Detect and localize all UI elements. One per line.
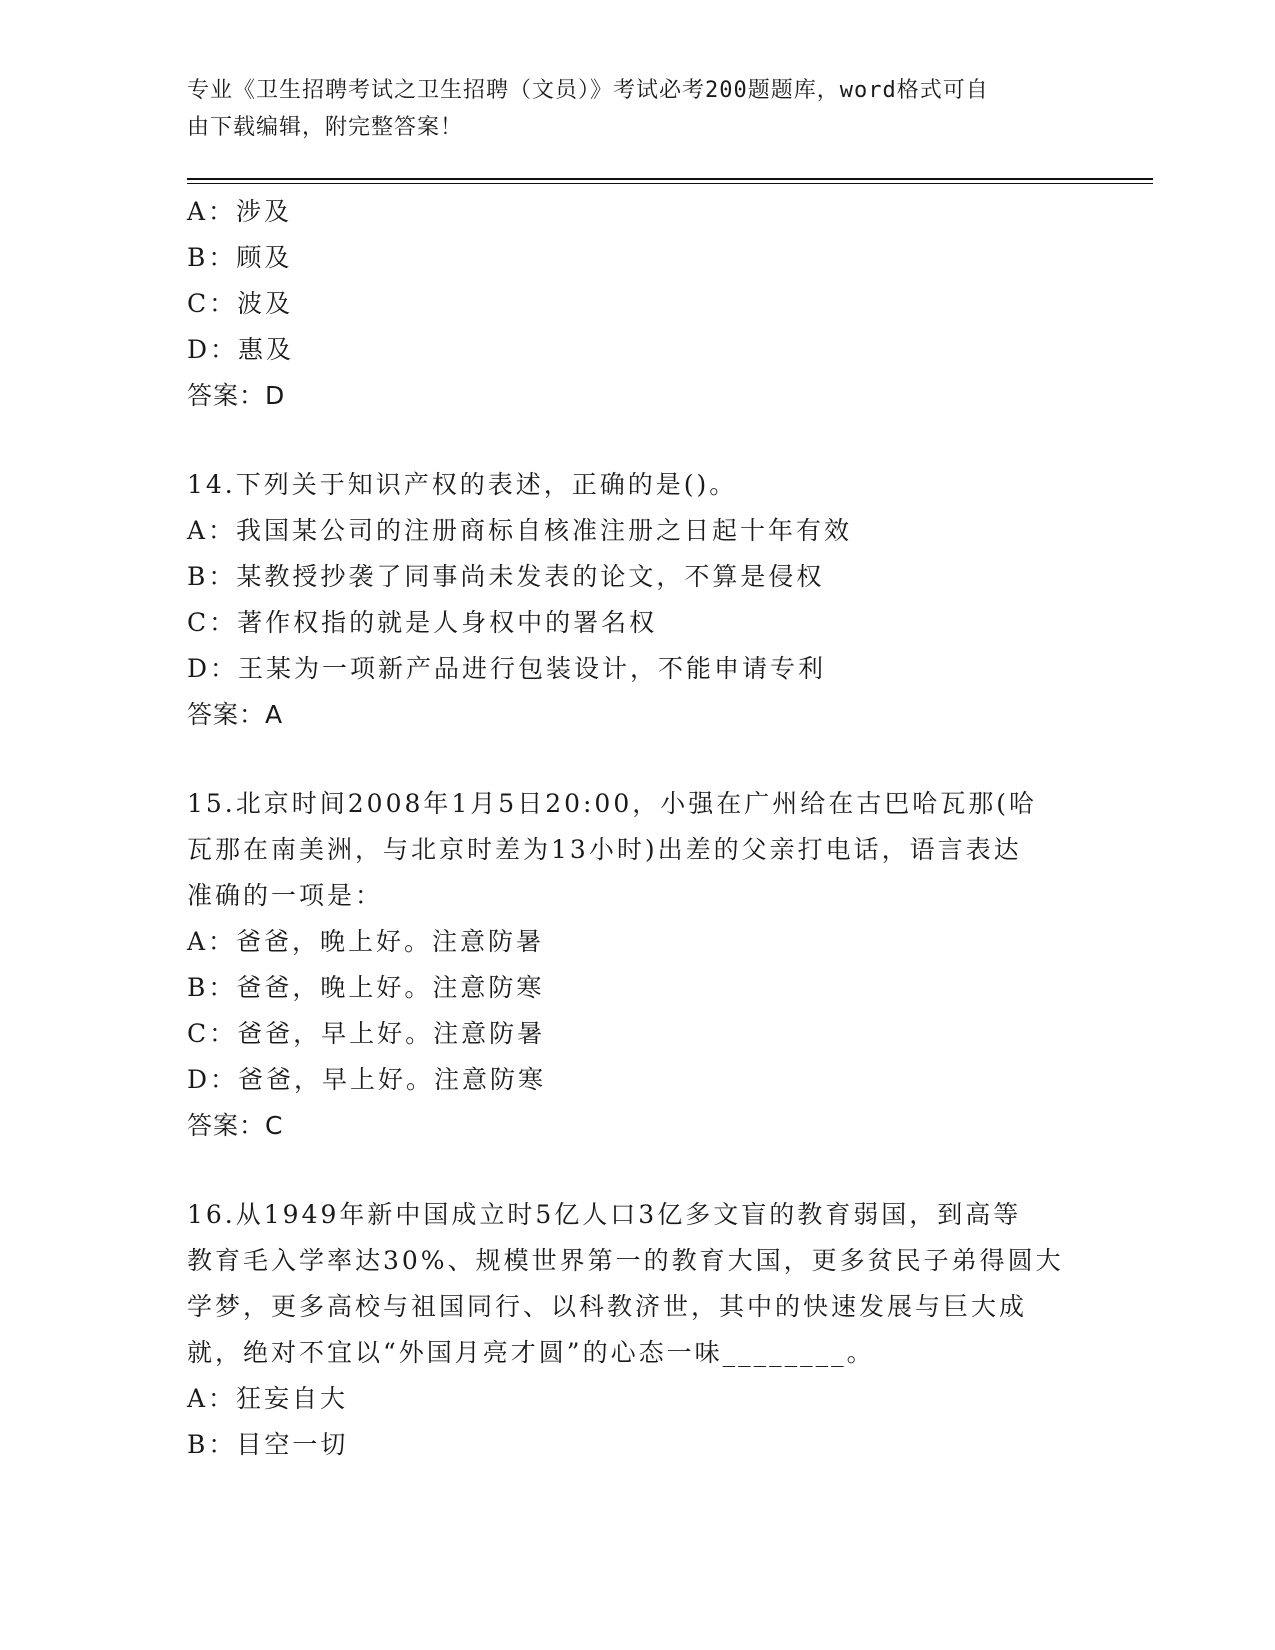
option-b: B：爸爸，晚上好。注意防寒 [187,973,545,1002]
question-list [187,189,1087,1468]
question-13 [187,189,1087,419]
question-text-line: 16.从1949年新中国成立时5亿人口3亿多文盲的教育弱国，到高等 [187,1200,1022,1229]
option-b: B：顾及 [187,243,293,272]
answer: 答案：A [187,700,284,729]
header-rule-thin [187,183,1153,184]
answer: 答案：D [187,381,286,410]
option-a: A：狂妄自大 [187,1384,349,1413]
question-text-line: 学梦，更多高校与祖国同行、以科教济世，其中的快速发展与巨大成 [187,1292,1028,1321]
question-text-line: 就，绝对不宜以“外国月亮才圆”的心态一味________。 [187,1338,875,1367]
answer: 答案：C [187,1111,284,1140]
document-header [187,72,1067,146]
option-d: D：王某为一项新产品进行包装设计，不能申请专利 [187,654,827,683]
question-15 [187,781,1087,1149]
option-b: B：目空一切 [187,1430,349,1459]
option-d: D：爸爸，早上好。注意防寒 [187,1065,547,1094]
question-text-line: 15.北京时间2008年1月5日20:00，小强在广州给在古巴哈瓦那(哈 [187,789,1037,818]
question-text-line: 准确的一项是： [187,881,384,910]
option-b: B：某教授抄袭了同事尚未发表的论文，不算是侵权 [187,562,825,591]
question-14 [187,462,1087,738]
option-a: A：爸爸，晚上好。注意防暑 [187,927,545,956]
option-c: C：爸爸，早上好。注意防暑 [187,1019,546,1048]
question-text-line: 教育毛入学率达30%、规模世界第一的教育大国，更多贫民子弟得圆大 [187,1246,1064,1275]
header-line-1: 专业《卫生招聘考试之卫生招聘（文员）》考试必考200题题库，word格式可自 [187,78,989,103]
header-line-2: 由下载编辑，附完整答案！ [187,115,464,140]
option-c: C：著作权指的就是人身权中的署名权 [187,608,658,637]
option-a: A：涉及 [187,197,293,226]
question-text: 14.下列关于知识产权的表述，正确的是()。 [187,470,738,499]
option-a: A：我国某公司的注册商标自核准注册之日起十年有效 [187,516,853,545]
option-d: D：惠及 [187,335,295,364]
question-16 [187,1192,1087,1468]
option-c: C：波及 [187,289,294,318]
header-rule-thick [187,178,1153,180]
question-text-line: 瓦那在南美洲，与北京时差为13小时)出差的父亲打电话，语言表达 [187,835,1022,864]
